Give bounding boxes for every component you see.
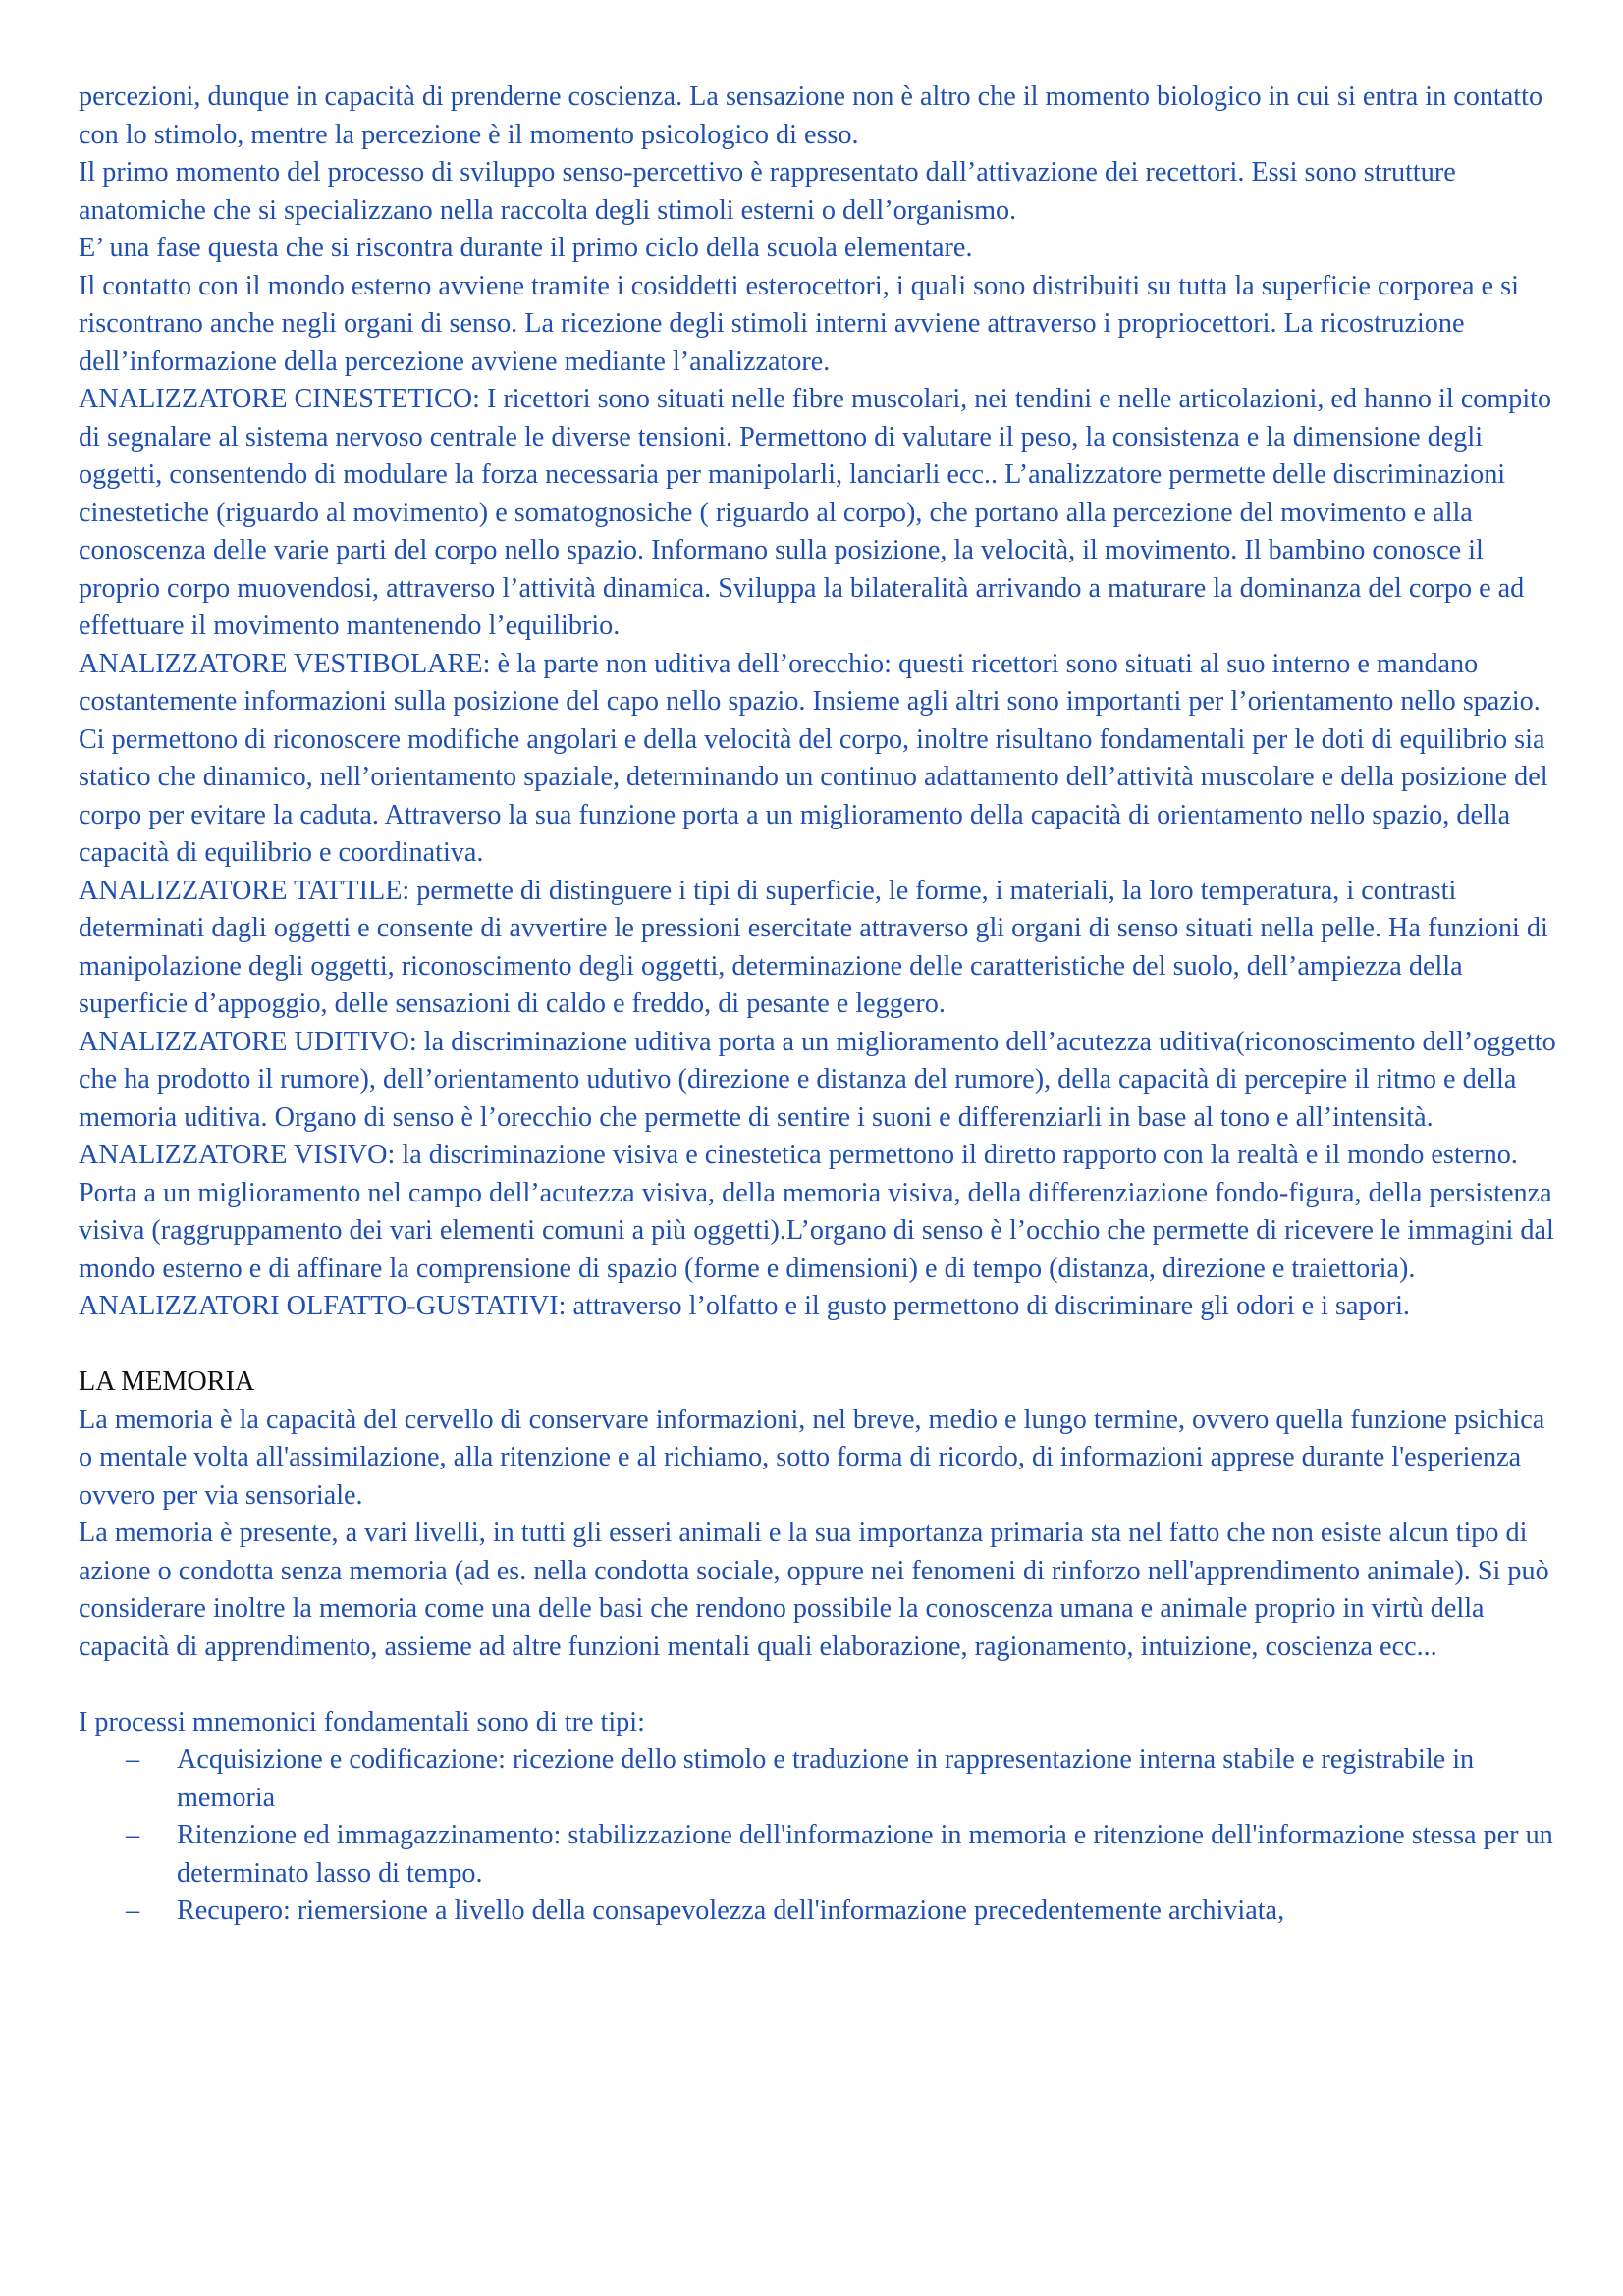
paragraph-memoria-importanza: La memoria è presente, a vari livelli, in tutti gli esseri animali e la sua importanza primaria sta nel fatto che non esiste alcun tipo di azione o condotta senza memoria (ad es. nella condotta sociale, oppure nei fenomeni di rinforzo nell'apprendimento animale). Si può considerare inoltre la memoria come una delle basi che rendono possibile la conoscenza umana e animale proprio in virtù della capacità di apprendimento, assieme ad altre funzioni mentali quali elaborazione, ragionamento, intuizione, coscienza ecc... (79, 1518, 1549, 1662)
paragraph-analizzatore-visivo: ANALIZZATORE VISIVO: la discriminazione visiva e cinestetica permettono il diretto rapporto con la realtà e il mondo esterno. Porta a un miglioramento nel campo dell’acutezza visiva, della memoria visiva, della differenziazione fondo-figura, della persistenza visiva (raggruppamento dei vari elementi comuni a più oggetti).L’organo di senso è l’occhio che permette di ricevere le immagini dal mondo esterno e di affinare la comprensione di spazio (forme e dimensioni) e di tempo (distanza, direzione e traiettoria). (79, 1140, 1554, 1284)
list-item-recupero: – Recupero: riemersione a livello della consapevolezza dell'informazione precedentemente archiviata, (177, 1893, 1559, 1931)
paragraph-fase: E’ una fase questa che si riscontra durante il primo ciclo della scuola elementare. (79, 233, 973, 263)
list-item-ritenzione: – Ritenzione ed immagazzinamento: stabilizzazione dell'informazione in memoria e ritenzione dell'informazione stessa per un determinato lasso di tempo. (177, 1817, 1559, 1893)
paragraph-percezioni: percezioni, dunque in capacità di prenderne coscienza. La sensazione non è altro che il momento biologico in cui si entra in contatto con lo stimolo, mentre la percezione è il momento psicologico di esso. (79, 81, 1543, 150)
list-intro: I processi mnemonici fondamentali sono di tre tipi: (79, 1706, 645, 1737)
document-page (79, 79, 1559, 1931)
paragraph-analizzatore-cinestetico: ANALIZZATORE CINESTETICO: I ricettori sono situati nelle fibre muscolari, nei tendini e nelle articolazioni, ed hanno il compito di segnalare al sistema nervoso centrale le diverse tensioni. Permettono di valutare il peso, la consistenza e la dimensione degli oggetti, consentendo di modulare la forza necessaria per manipolarli, lanciarli ecc.. L’analizzatore permette delle discriminazioni cinestetiche (riguardo al movimento) e somatognosiche ( riguardo al corpo), che portano alla percezione del movimento e alla conoscenza delle varie parti del corpo nello spazio. Informano sulla posizione, la velocità, il movimento. Il bambino conosce il proprio corpo muovendosi, attraverso l’attività dinamica. Sviluppa la bilateralità arrivando a maturare la dominanza del corpo e ad effettuare il movimento mantenendo l’equilibrio. (79, 384, 1552, 641)
blank-line (79, 1326, 1559, 1364)
blank-line (79, 1666, 1559, 1704)
paragraph-analizzatore-tattile: ANALIZZATORE TATTILE: permette di distinguere i tipi di superficie, le forme, i materiali, la loro temperatura, i contrasti determinati dagli oggetti e consente di avvertire le pressioni esercitate attraverso gli organi di senso situati nella pelle. Ha funzioni di manipolazione degli oggetti, riconoscimento degli oggetti, determinazione delle caratteristiche del suolo, dell’ampiezza della superficie d’appoggio, delle sensazioni di caldo e freddo, di pesante e leggero. (79, 875, 1548, 1019)
paragraph-analizzatori-olfatto-gustativi: ANALIZZATORI OLFATTO-GUSTATIVI: attraverso l’olfatto e il gusto permettono di discriminare gli odori e i sapori. (79, 1291, 1410, 1321)
paragraph-esterocettori: Il contatto con il mondo esterno avviene tramite i cosiddetti esterocettori, i quali sono distribuiti su tutta la superficie corporea e si riscontrano anche negli organi di senso. La ricezione degli stimoli interni avviene attraverso i propriocettori. La ricostruzione dell’informazione della percezione avviene mediante l’analizzatore. (79, 270, 1519, 377)
paragraph-analizzatore-uditivo: ANALIZZATORE UDITIVO: la discriminazione uditiva porta a un miglioramento dell’acutezza uditiva(riconoscimento dell’oggetto che ha prodotto il rumore), dell’orientamento udutivo (direzione e distanza del rumore), della capacità di percepire il ritmo e della memoria uditiva. Organo di senso è l’orecchio che permette di sentire i suoni e differenziarli in base al tono e all’intensità. (79, 1026, 1556, 1133)
paragraph-recettori: Il primo momento del processo di sviluppo senso-percettivo è rappresentato dall’attivazione dei recettori. Essi sono strutture anatomiche che si specializzano nella raccolta degli stimoli esterni o dell’organismo. (79, 157, 1456, 226)
section-heading-memoria: LA MEMORIA (79, 1366, 255, 1397)
paragraph-analizzatore-vestibolare: ANALIZZATORE VESTIBOLARE: è la parte non uditiva dell’orecchio: questi ricettori sono situati al suo interno e mandano costantemente informazioni sulla posizione del capo nello spazio. Insieme agli altri sono importanti per l’orientamento nello spazio. Ci permettono di riconoscere modifiche angolari e della velocità del corpo, inoltre risultano fondamentali per le doti di equilibrio sia statico che dinamico, nell’orientamento spaziale, determinando un continuo adattamento dell’attività muscolare e della posizione del corpo per evitare la caduta. Attraverso la sua funzione porta a un miglioramento della capacità di orientamento nello spazio, della capacità di equilibrio e coordinativa. (79, 648, 1548, 868)
paragraph-memoria-definizione: La memoria è la capacità del cervello di conservare informazioni, nel breve, medio e lungo termine, ovvero quella funzione psichica o mentale volta all'assimilazione, alla ritenzione e al richiamo, sotto forma di ricordo, di informazioni apprese durante l'esperienza ovvero per via sensoriale. (79, 1404, 1545, 1511)
processi-mnemonici-list (79, 1741, 1559, 1931)
list-item-acquisizione: – Acquisizione e codificazione: ricezione dello stimolo e traduzione in rappresentazione interna stabile e registrabile in memoria (177, 1741, 1559, 1817)
